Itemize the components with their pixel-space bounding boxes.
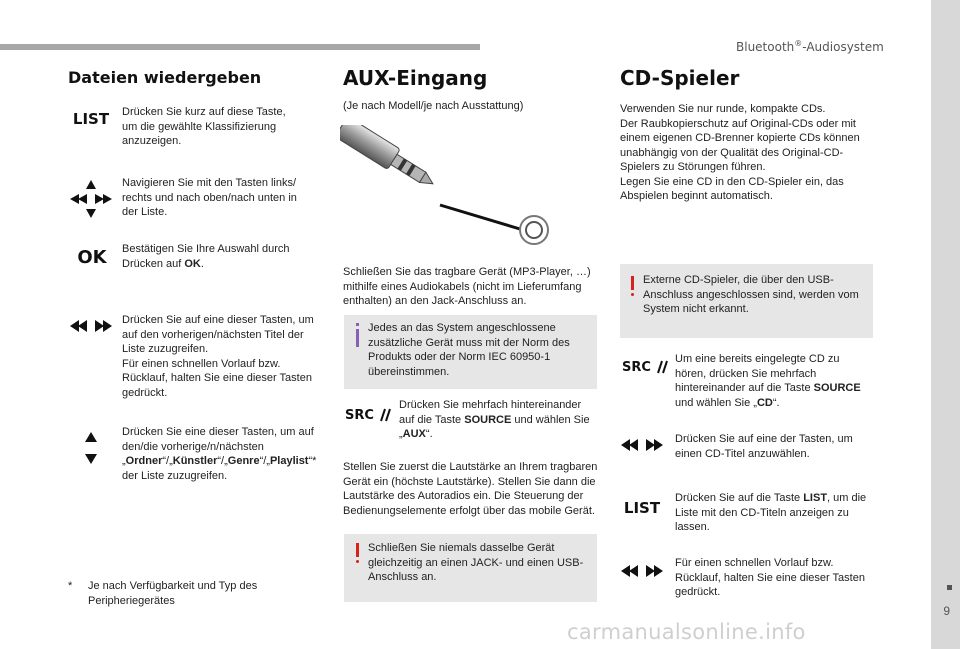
src-button-icon: SRC [620, 357, 670, 377]
warning-icon [356, 543, 359, 557]
navigate-description: Navigieren Sie mit den Tasten links/ rechts und nach oben/nach unten in der Liste. [122, 177, 297, 218]
aux-jack-plug-illustration [340, 125, 550, 250]
info-icon [356, 329, 359, 347]
aux-source-instruction: Drücken Sie mehrfach hintereinander auf die Taste SOURCE und wählen Sie „AUX“. [399, 399, 590, 440]
section-heading-cd: CD-Spieler [620, 66, 740, 90]
cd-fast-forward-text: Für einen schnellen Vorlauf bzw. Rücklauf, halten Sie eine dieser Tasten gedrückt. [675, 557, 865, 598]
prev-next-description: Drücken Sie auf eine dieser Tasten, um auf den vorherigen/nächsten Titel der Liste zuzugreifen. Für einen schnellen Vorlauf bzw. Rücklauf, halten Sie eine dieser Tasten gedrückt. [122, 314, 314, 399]
cd-intro-text: Verwenden Sie nur runde, kompakte CDs. Der Raubkopierschutz auf Original-CDs oder mit einem eigenen CD-Brenner kopierte CDs können unabhängig von der Qualität des Original-CD-Spielers zu Störungen führen. Legen Sie eine CD in den CD-Spieler ein, das Abspielen beginnt automatisch. [620, 103, 860, 202]
up-down-description: Drücken Sie eine dieser Tasten, um auf den/die vorherige/n/nächsten „Ordner“/„Künstler“/„Genre“/„Playlist“* der Liste zuzugreifen. [122, 426, 317, 482]
up-down-arrows-icon [83, 430, 99, 466]
cd-list-instruction: Drücken Sie auf die Taste LIST, um die Liste mit den CD-Titeln anzeigen zu lassen. [675, 492, 867, 533]
section-heading-dateien: Dateien wiedergeben [68, 68, 262, 87]
src-slash-icon [654, 360, 668, 374]
aux-connect-instruction: Schließen Sie das tragbare Gerät (MP3-Player, …) mithilfe eines Audiokabels (nicht im Lieferumfang enthalten) an den Jack-Anschluss an. [343, 266, 591, 307]
header-rule [0, 44, 480, 50]
arrow-keys-4-icon [70, 178, 112, 220]
warning-icon [631, 276, 634, 290]
src-slash-icon [377, 408, 391, 422]
ok-button-icon: OK [77, 246, 107, 268]
cd-track-select-text: Drücken Sie auf eine der Tasten, um einen CD-Titel anzuwählen. [675, 433, 853, 460]
cd-warning-text: Externe CD-Spieler, die über den USB-Anschluss angeschlossen sind, werden vom System nicht erkannt. [643, 274, 859, 315]
aux-info-text: Jedes an das System angeschlossene zusätzliche Gerät muss mit der Norm des Produkts oder der Norm IEC 60950-1 übereinstimmen. [368, 322, 570, 378]
prev-next-arrows-icon [621, 438, 663, 452]
list-button-icon: LIST [623, 499, 661, 517]
list-button-icon: LIST [72, 110, 110, 128]
section-marker [947, 585, 952, 590]
src-button-icon: SRC [343, 405, 393, 425]
watermark: carmanualsonline.info [567, 620, 806, 644]
aux-volume-instruction: Stellen Sie zuerst die Lautstärke an Ihrem tragbaren Gerät ein (höchste Lautstärke). Stellen Sie dann die Lautstärke des Autoradios ein. Die Steuerung der Bedienungselemente erfolgt über das mobile Gerät. [343, 461, 598, 517]
aux-subtitle: (Je nach Modell/je nach Ausstattung) [343, 100, 524, 112]
warning-icon-dot [356, 560, 359, 563]
info-icon-dot [356, 323, 359, 326]
aux-warning-text: Schließen Sie niemals dasselbe Gerät gleichzeitig an einen JACK- und einen USB-Anschluss an. [368, 542, 584, 583]
cd-source-instruction: Um eine bereits eingelegte CD zu hören, drücken Sie mehrfach hintereinander auf die Taste SOURCE und wählen Sie „CD“. [675, 353, 861, 409]
page-number: 9 [943, 604, 950, 618]
section-heading-aux: AUX-Eingang [343, 66, 488, 90]
prev-next-arrows-icon [70, 319, 112, 333]
side-strip [931, 0, 960, 649]
list-description: Drücken Sie kurz auf diese Taste, um die gewählte Klassifizierung anzuzeigen. [122, 106, 286, 147]
fast-forward-rewind-icon [621, 564, 663, 578]
page-header-title: Bluetooth®-Audiosystem [736, 39, 884, 54]
warning-icon-dot [631, 293, 634, 296]
confirm-description: Bestätigen Sie Ihre Auswahl durch Drücken auf OK. [122, 243, 290, 270]
